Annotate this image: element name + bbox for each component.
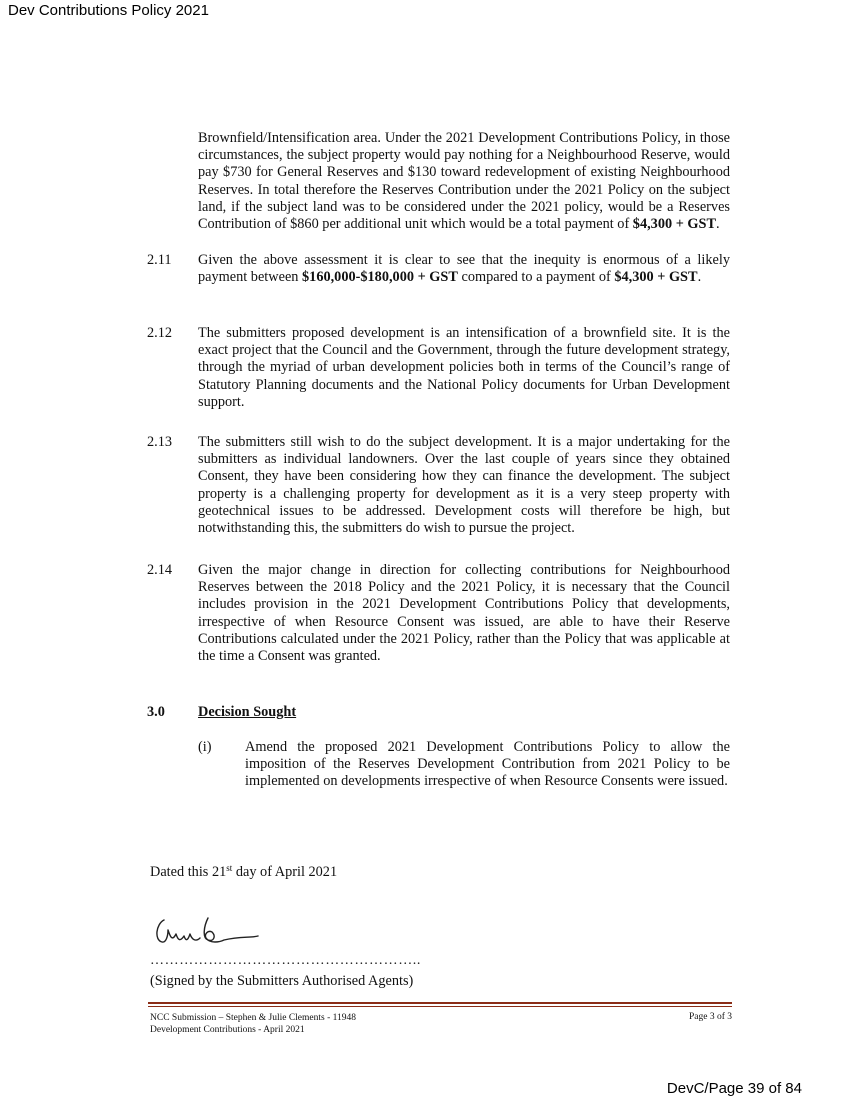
paragraph-number-2-11: 2.11 bbox=[147, 252, 172, 268]
section-number: 3.0 bbox=[147, 704, 165, 720]
signed-by-caption: (Signed by the Submitters Authorised Agents) bbox=[150, 973, 414, 989]
document-header-title: Dev Contributions Policy 2021 bbox=[8, 2, 209, 19]
paragraph-2-14: Given the major change in direction for collecting contributions for Neighbourhood Reserves between the 2018 Policy and the 2021 Policy, it is necessary that the Council includes provision in the 2021 Development Contributions Policy that developments, irrespective of when Resource Consent was issued, are able to have their Reserve Contributions calculated under the 2021 Policy, rather than the Policy that was applicable at the time a Consent was granted. bbox=[198, 562, 730, 665]
footer-left bbox=[150, 1012, 356, 1036]
paragraph-number-2-14: 2.14 bbox=[147, 562, 173, 578]
paragraph-number-2-13: 2.13 bbox=[147, 434, 173, 450]
list-item-text: Amend the proposed 2021 Development Contributions Policy to allow the imposition of the Reserves Development Contribution from 2021 Policy to be implemented on developments irrespective of when Resource Consents were issued. bbox=[245, 739, 730, 790]
paragraph-number-2-12: 2.12 bbox=[147, 325, 173, 341]
footer-line-2: Development Contributions - April 2021 bbox=[150, 1025, 305, 1035]
section-title: Decision Sought bbox=[198, 704, 297, 720]
footer-rule-thin bbox=[148, 1006, 732, 1007]
signature-line: ……………………………………………….. bbox=[150, 953, 421, 968]
paragraph-continuation: Brownfield/Intensification area. Under the 2021 Development Contributions Policy, in those circumstances, the subject property would pay nothing for a Neighbourhood Reserve, would pay $730 for General Reserves and $130 toward redevelopment of existing Neighbourhood Reserves. In total therefore the Reserves Contribution under the 2021 Policy on the subject land, if the subject land was to be considered under the 2021 policy, would be a Reserves Contribution of $860 per additional unit which would be a total payment of $4,300 + GST. bbox=[198, 130, 730, 233]
list-item-marker: (i) bbox=[198, 739, 212, 755]
paragraph-2-11: Given the above assessment it is clear to see that the inequity is enormous of a likely payment between $160,000-$180,000 + GST compared to a payment of $4,300 + GST. bbox=[198, 252, 730, 286]
paragraph-2-12: The submitters proposed development is an intensification of a brownfield site. It is the exact project that the Council and the Government, through the future development strategy, through the myriad of urban development policies both in terms of the Council’s range of Statutory Planning documents and the National Policy documents for Urban Development support. bbox=[198, 325, 730, 410]
footer-line-1: NCC Submission – Stephen & Julie Clements - 11948 bbox=[150, 1013, 357, 1023]
footer-rule-thick bbox=[148, 1002, 732, 1004]
paragraph-2-13: The submitters still wish to do the subject development. It is a major undertaking for the submitters as individual landowners. Over the last couple of years since they obtained Consent, they have been considering how they can finance the development. The subject property is a challenging property for development as it is a very steep property with geotechnical issues to be addressed. Development costs will therefore be high, but notwithstanding this, the submitters do wish to pursue the project. bbox=[198, 434, 730, 537]
handwritten-signature bbox=[150, 912, 270, 952]
footer-page-of: Page 3 of 3 bbox=[688, 1012, 732, 1022]
document-page-number: DevC/Page 39 of 84 bbox=[666, 1080, 802, 1097]
date-line: Dated this 21st day of April 2021 bbox=[150, 863, 338, 880]
